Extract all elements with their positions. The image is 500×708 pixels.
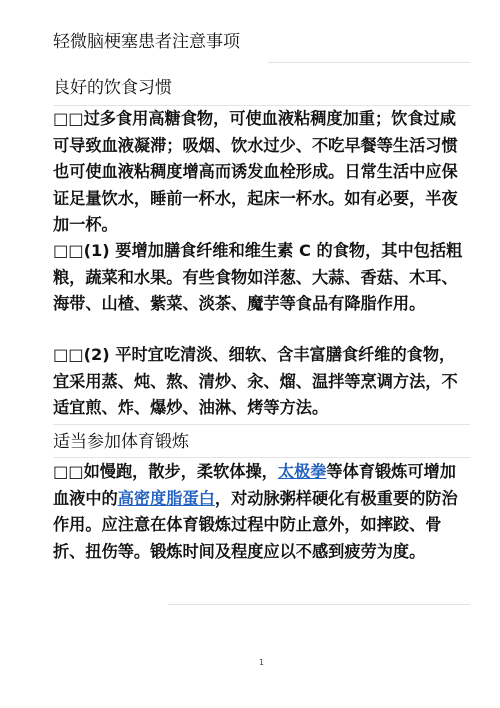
- page-number: 1: [259, 658, 265, 667]
- divider: [168, 604, 470, 605]
- divider: [53, 424, 470, 425]
- divider: [53, 457, 470, 458]
- paragraph-text: 如慢跑，散步，柔软体操，: [83, 462, 278, 481]
- paragraph-diet-intro: [53, 106, 471, 239]
- bullet-marker: □□: [53, 241, 84, 260]
- paragraph-text: 过多食用高糖食物，可使血液粘稠度加重；饮食过咸可导致血液凝滞；吸烟、饮水过少、不吃早餐等生活习惯也可使血液粘稠度增高而诱发血栓形成。日常生活中应保证足量饮水，睡前一杯水，起床一杯水。如有必要，半夜加一杯。: [53, 109, 458, 234]
- section-heading-diet: 良好的饮食习惯: [53, 78, 172, 98]
- link-taiji[interactable]: 太极拳: [277, 462, 327, 481]
- link-hdl[interactable]: 高密度脂蛋白: [117, 488, 215, 508]
- paragraph-text: 等体育锻炼可增加血液中的: [53, 462, 456, 508]
- document-title: 轻微脑梗塞患者注意事项: [53, 32, 240, 52]
- paragraph-text: (1) 要增加膳食纤维和维生素 C 的食物，其中包括粗粮，蔬菜和水果。有些食物如洋葱、大蒜、香菇、木耳、海带、山楂、紫菜、淡茶、魔芋等食品有降脂作用。: [53, 241, 463, 313]
- divider: [268, 62, 470, 63]
- bullet-marker: □□: [53, 462, 84, 481]
- paragraph-text: ，对动脉粥样硬化有极重要的防治作用。应注意在体育锻炼过程中防止意外，如摔跤、骨折、扭伤等。锻炼时间及程度应以不感到疲劳为度。: [53, 488, 458, 561]
- paragraph-exercise: [53, 459, 471, 565]
- section-heading-exercise: 适当参加体育锻炼: [53, 432, 189, 452]
- bullet-marker: □□: [53, 109, 84, 128]
- paragraph-diet-point-1: [53, 238, 471, 318]
- paragraph-text: (2) 平时宜吃清淡、细软、含丰富膳食纤维的食物，宜采用蒸、炖、熬、清炒、汆、熘、温拌等烹调方法，不适宜煎、炸、爆炒、油淋、烤等方法。: [53, 345, 458, 417]
- bullet-marker: □□: [53, 345, 84, 364]
- paragraph-diet-point-2: [53, 342, 471, 422]
